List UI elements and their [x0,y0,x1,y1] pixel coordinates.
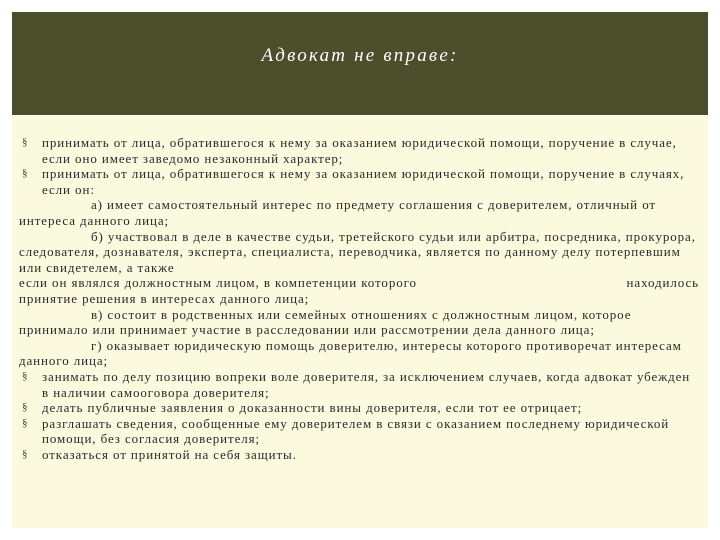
sub-item-b-tail-left: если он являлся должностным лицом, в компетенции которого [19,275,417,291]
bullet-item [19,416,699,447]
bullet-text: занимать по делу позицию вопреки воле доверителя, за исключением случаев, когда адвокат убежден в наличии самооговора доверителя; [42,368,691,400]
sub-item-b-line [19,275,699,291]
bullet-item [19,400,699,416]
bullet-item [19,135,699,166]
bullet-text: принимать от лица, обратившегося к нему за оказанием юридической помощи, поручение в случае, если оно имеет заведомо незаконный характер; [42,135,677,166]
bullet-text: делать публичные заявления о доказанности вины доверителя, если тот ее отрицает; [42,400,583,416]
bullet-item [19,447,699,463]
bullet-item [19,369,699,400]
sub-item-b [19,229,699,307]
title-bar [12,12,708,115]
section-bullet-icon: § [22,401,29,414]
section-bullet-icon: § [22,447,29,460]
section-bullet-icon: § [22,136,29,148]
bullet-item [19,166,699,197]
section-bullet-icon: § [22,416,29,429]
sub-item-b-end: принятие решения в интересах данного лица; [19,290,310,306]
sub-item-b-tail-right: находилось [626,275,699,291]
sub-item-c: в) состоит в родственных или семейных отношениях с должностным лицом, которое принимало или принимает участие в расследовании или рассмотрении дела данного лица; [19,306,632,338]
bullet-text: разглашать сведения, сообщенные ему доверителем в связи с оказанием последнему юридической помощи, без согласия доверителя; [42,415,670,447]
sub-item-b-text: б) участвовал в деле в качестве судьи, третейского судьи или арбитра, посредника, прокурора, следователя, дознавателя, эксперта, специалиста, переводчика, является по данному делу потерпевшим или свидетелем, а также [19,228,696,275]
slide [12,12,708,528]
slide-content [19,135,699,462]
sub-item-d: г) оказывает юридическую помощь доверителю, интересы которого противоречат интересам данного лица; [19,337,682,369]
bullet-text: отказаться от принятой на себя защиты. [42,446,297,462]
section-bullet-icon: § [22,167,29,180]
slide-title: Адвокат не вправе: [261,45,459,66]
sub-item-a: а) имеет самостоятельный интерес по предмету соглашения с доверителем, отличный от интереса данного лица; [19,197,657,228]
bullet-text: принимать от лица, обратившегося к нему за оказанием юридической помощи, поручение в случаях, если он: [42,166,685,197]
section-bullet-icon: § [22,369,29,382]
